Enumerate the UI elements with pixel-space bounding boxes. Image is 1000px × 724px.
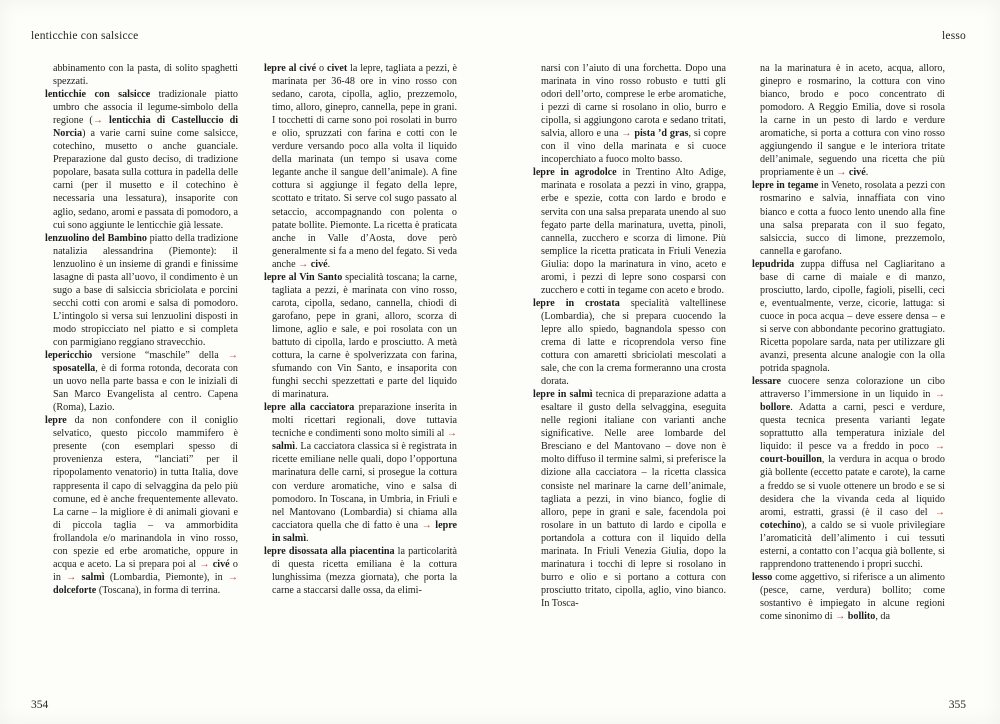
cross-ref-arrow-icon: → [298,258,311,270]
text-columns [45,62,945,694]
headword: lepre disossata alla piacentina [264,545,395,557]
entry-text: , la verdura in acqua o brodo già bollente (eccetto patate e carote), la carne a freddo se si vuole ottenere un brodo e se si desidera che la vivanda ceda al liquido aromi, estratti, grassi (è il caso del [760,454,945,518]
cross-ref-arrow-icon: → [934,506,945,518]
entry-text: preparazione inserita in molti ricettari regionali, dove tuttavia tecniche e condimenti sono molto simili al [272,402,457,440]
dictionary-entry [752,571,945,623]
cross-ref-arrow-icon: → [199,558,213,570]
entry-text: come aggettivo, si riferisce a un alimento (pesce, carne, verdura) bollito; come sostantivo è impiegato in alcune regioni come sinonimo di [760,571,945,622]
text-column-1 [45,62,238,694]
entry-continuation [752,62,945,179]
headword: lepre in crostata [533,297,620,309]
entry-text: zuppa diffusa nel Cagliaritano a base di carne di maiale e di manzo, prosciutto, lardo, cipolle, fagioli, piselli, ceci e, eventualmente, verze, cicorie, lattuga: si cuoce in poca acqua – deve essere densa – e si serve con abbondante pecorino grattugiato. Ricetta popolare sarda, nata per utilizzare gli avanzi, presenta alcune analogie con la olla potrida spagnola. [760,258,945,375]
entry-text: specialità valtellinese (Lombardia), che si prepara cuocendo la lepre allo spiedo, bagnandola spesso con crema di latte e ricoprendola verso fine cottura con amaretti sbriciolati mescolati a sale, che con la crema formeranno una crosta dorata. [541,297,726,388]
cross-ref-arrow-icon: → [446,428,457,440]
entry-text: la particolarità di questa ricetta emiliana è la cottura lunghissima (mezza giornata), che porta la carne a staccarsi dalle ossa, da elimi- [272,545,457,596]
dictionary-entry [45,232,238,349]
entry-text: na la marinatura è in aceto, acqua, alloro, ginepro e rosmarino, la cottura con vino bianco, brodo e poco concentrato di pomodoro. A Reggio Emilia, dove si rosola la carne in un pesto di lardo e verdure aromatiche, si porta a cottura con vino rosso aggiungendo il sangue e le interiora tritate dell’animale, seguendo una ricetta che più propriamente è un [760,63,945,179]
entry-text: in Veneto, rosolata a pezzi con rosmarino e salvia, innaffiata con vino bianco e cotta a fuoco lento unendo alla fine una salsa preparata con il suo fegato, salsiccia, succo di limone, prezzemolo, cannella e garofano. [760,180,945,257]
text-column-4 [752,62,945,694]
dictionary-entry [752,179,945,257]
entry-text: versione “maschile” della [92,350,228,362]
cross-ref-arrow-icon: → [934,441,945,453]
cross-reference: court-bouillon [760,454,822,466]
dictionary-entry [45,88,238,232]
cross-reference: salmì [81,571,105,583]
headword: lenticchie con salsicce [45,89,151,101]
headword: lepre al civé [264,63,317,74]
cross-ref-arrow-icon: → [66,571,82,583]
entry-text: piatto della tradizione natalizia alessandrina (Piemonte): il lenzuolino è un insieme di grandi e finissime lasagne di pasta all’uovo, il condimento è un sugo a base di salsiccia sbriciolata e porcini secchi cotti con aromi e salsa di pomodoro. L’intingolo si versa sui lenzuolini disposti in modo stropicciato nel piatto e si completa con parmigiano reggiano stravecchio. [53,232,238,348]
entry-text: la lepre, tagliata a pezzi, è marinata per 36-48 ore in vino rosso con sedano, carota, cipolla, aglio, prezzemolo, timo, alloro, ginepro, cannella, pepe in grani. I tocchetti di carne sono poi rosolati in burro e olio, spruzzati con farina e cotti con le verdure versando poco alla volta il liquido della marinata (un tempo si usava come legante anche il sangue dell’animale). A fine cottura si aggiunge il fegato della lepre, scottato e tritato. Si serve col sugo passato al setaccio, accompagnando con polenta o patate bollite. Piemonte. La ricetta è praticata anche in Valle d’Aosta, dove però generalmente si fa a meno del fegato. Si veda anche [272,63,457,270]
entry-text: specialità toscana; la carne, tagliata a pezzi, è marinata con vino rosso, carota, cipolla, sedano, cannella, chiodi di garofano, pepe in grani, alloro, scorza di limone, aglio e sale, e poi rosolata con un battuto di cipolla, lardo e prosciutto. A metà cottura, la carne è spolverizzata con farina, sfumando con Vin Santo, e insaporita con funghi secchi spezzettati e parte del liquido di marinatura. [272,271,457,401]
entry-continuation [533,62,726,166]
entry-text: . [306,532,309,544]
entry-text: (Lombardia, Piemonte), in [104,571,228,583]
cross-ref-arrow-icon: → [227,350,238,362]
headword: lepericchio [45,350,93,362]
page-gutter [457,62,533,694]
cross-ref-arrow-icon: → [92,115,110,127]
headword: lepre alla cacciatora [264,402,355,414]
entry-text: abbinamento con la pasta, di solito spaghetti spezzati. [53,63,238,88]
entry-text: tecnica di preparazione adatta a esaltare il gusto della selvaggina, eseguita nelle regioni italiane con varianti anche significative. Nelle aree lombarde del Bresciano e del Mantovano – dove non è molto diffuso il termine salmì, si preferisce la dizione alla cacciatora – la ricetta classica consiste nel marinare la carne dell’animale, tagliata a pezzi, in vino bianco, foglie di alloro, pepe in grani e sale, facendola poi rosolare in un battuto di lardo e cipolla e portandola a cottura con il liquido della marinata. In Friuli Venezia Giulia, dopo la marinatura i tocchi di lepre si rosolano in burro e olio e si portano a cottura con prosciutto tritato, cipolla, aglio, vino bianco. In Tosca- [541,389,726,609]
dictionary-entry [264,271,457,401]
entry-text: . [327,258,331,270]
text-column-3 [533,62,726,694]
headword: lepre in tegame [752,180,819,192]
entry-text: tradizionale piatto umbro che associa il legume-simbolo della regione ( [53,89,238,127]
entry-text: cuocere senza colorazione un cibo attraverso l’immersione in un liquido in [760,376,945,401]
entry-text: in Trentino Alto Adige, marinata e rosolata a pezzi in vino, grappa, erbe e spezie, cotta con lardo e brodo e servita con una salsa preparata unendo al suo fegato parte della marinatura, uvetta, pinoli, cannella, zucchero e scorza di limone. Più semplice la ricetta praticata in Friuli Venezia Giulia: dopo la marinatura in vino, aceto e aromi, i pezzi di lepre sono cosparsi con zucchero e cotti in tegame con aceto e brodo. [541,167,726,296]
cross-ref-arrow-icon: → [934,389,945,401]
entry-text: (Toscana), in forma di terrina. [96,584,221,596]
page-number-left: 354 [31,699,49,711]
cross-reference: civé [212,558,230,570]
entry-text: . [865,167,869,179]
headword: lepre [45,415,67,427]
cross-reference: civé [848,167,866,179]
headword: lepre in salmì [533,389,593,401]
entry-text: , si copre con il vino della marinata e si cuoce incoperchiato a fuoco molto basso. [541,128,726,166]
cross-ref-arrow-icon: → [836,167,849,179]
cross-reference: dolceforte [53,584,97,596]
headword: lepudrida [752,258,795,270]
cross-reference: bollito [847,610,876,622]
entry-text: o in [53,558,238,583]
cross-reference: civet [326,63,348,74]
entry-text: da non confondere con il coniglio selvatico, questo piccolo mammifero è presente (con esemplari spesso di provenienza estera, “lanciati” per il ripopolamento venatorio) in tutta Italia, dove rappresenta il capo di selvaggina da pelo più comune, ed è anche frequentemente allevato. La carne – la migliore è di animali giovani e di piccola taglia – va ammorbidita frollandola e/o marinandola in vino rosso, con spezie ed erbe aromatiche, oppure in acqua e aceto. La si prepara poi al [53,415,238,570]
headword: lepre in agrodolce [533,167,617,179]
entry-text: . Adatta a carni, pesci e verdure, questa tecnica presenta varianti legate soprattutto alla temperatura iniziale del liquido: il pesce va a freddo in poco [760,402,945,453]
cross-ref-arrow-icon: → [621,128,635,140]
cross-ref-arrow-icon: → [835,610,848,622]
entry-text: , è di forma rotonda, decorata con un uovo nella parte bassa e con le iniziali di San Marco Evangelista al centro. Capena (Roma), Lazio. [53,363,238,414]
page-numbers [31,699,966,711]
dictionary-entry [752,258,945,375]
cross-reference: salmì [272,441,296,453]
page-number-right: 355 [948,699,966,711]
cross-reference: bollore [760,402,791,414]
column-gap [726,62,752,694]
headword: lenzuolino del Bambino [45,232,147,244]
cross-ref-arrow-icon: → [421,519,436,531]
entry-text: narsi con l’aiuto di una forchetta. Dopo una marinata in vino rosso robusto e tutti gli odori dell’orto, comprese le erbe aromatiche, i pezzi di carne si rosolano in olio, burro e cipolla, si aggiungono carota e sedano tritati, salvia, alloro e una [541,63,726,140]
entry-text: ) a varie carni suine come salsicce, cotechino, musetto o anche guanciale. Preparazione dal gusto deciso, di tradizione popolare, basata sulla cottura in padella delle carni (per il musetto e il cotechino è necessaria una lessatura), insaporite con aglio, sedano, aromi e passata di pomodoro, a cui sono aggiunte le lenticchie già lessate. [53,128,238,231]
entry-text: , da [875,610,890,622]
headword: lessare [752,376,782,388]
entry-text: ), a caldo se si vuole privilegiare l’aromaticità dell’alimento i cui tessuti esterni, a contatto con l’acqua già bollente, si rapprendono trattenendo i propri succhi. [760,519,945,570]
entry-text: o [316,63,327,74]
column-gap [238,62,264,694]
headword: lesso [752,571,773,583]
headword: lepre al Vin Santo [264,271,343,283]
cross-reference: sposatella [53,363,96,375]
dictionary-entry [264,545,457,597]
running-header-left: lenticchie con salsicce [31,30,139,42]
dictionary-entry [264,62,457,271]
dictionary-entry [533,166,726,296]
dictionary-entry [533,388,726,610]
dictionary-entry [264,401,457,545]
cross-reference: lepre in salmì [272,519,457,544]
cross-reference: pista ’d gras [634,128,689,140]
running-header-right: lesso [942,30,966,42]
entry-text: . La cacciatora classica si è registrata in ricette emiliane nelle quali, dopo l’opportuna marinatura delle carni, si prosegue la cottura con verdure aromatiche, vino e salsa di pomodoro. In Toscana, in Umbria, in Friuli e nel Mantovano (Lombardia) si chiama alla cacciatora quella che di fatto è una [272,441,457,531]
dictionary-entry [752,375,945,571]
cross-reference: lenticchia di Castelluccio di Norcia [53,115,238,140]
text-column-2 [264,62,457,694]
entry-continuation [45,62,238,88]
cross-ref-arrow-icon: → [227,571,238,583]
dictionary-entry [45,414,238,597]
dictionary-entry [45,349,238,414]
running-header [31,30,966,42]
cross-reference: civé [310,258,328,270]
cross-reference: cotechino [760,519,802,531]
dictionary-entry [533,297,726,388]
